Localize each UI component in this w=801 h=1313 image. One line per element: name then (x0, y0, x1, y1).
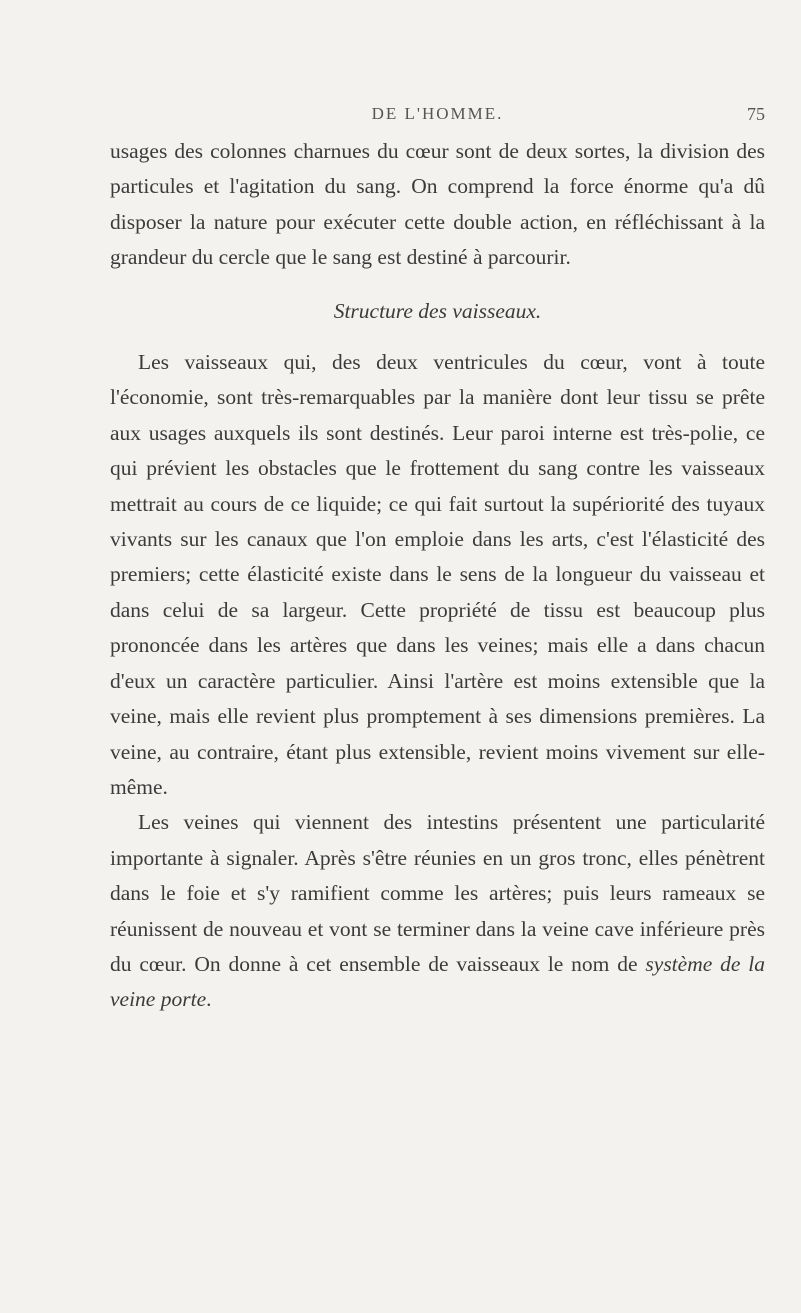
paragraph-veines-text: Les veines qui viennent des intestins présentent une particularité importante à signaler. Après s'être réunies en un gros tronc, elles pénètrent dans le foie et s'y ramifient comme les artères; puis leurs rameaux se réunissent de nouveau et vont se terminer dans la veine cave inférieure près du cœur. On donne à cet ensemble de vaisseaux le nom de (110, 810, 765, 976)
section-title: Structure des vaisseaux. (333, 298, 542, 323)
paragraph-colonnes-charnues: usages des colonnes charnues du cœur sont de deux sortes, la division des particules et l'agitation du sang. On comprend la force énorme qu'a dû disposer la nature pour exécuter cette double action, en réfléchissant à la grandeur du cercle que le sang est destiné à parcourir. (110, 139, 765, 270)
paragraph-vaisseaux: Les vaisseaux qui, des deux ventricules du cœur, vont à toute l'économie, sont très-remarquables par la manière dont leur tissu se prête aux usages auxquels ils sont destinés. Leur paroi interne est très-polie, ce qui prévient les obstacles que le frottement du sang contre les vaisseaux mettrait au cours de ce liquide; ce qui fait surtout la supériorité des tuyaux vivants sur les canaux que l'on emploie dans les arts, c'est l'élasticité des premiers; cette élasticité existe dans le sens de la longueur du vaisseau et dans celui de sa largeur. Cette propriété de tissu est beaucoup plus prononcée dans les artères que dans les veines; mais elle a dans chacun d'eux un caractère particulier. Ainsi l'artère est moins extensible que la veine, mais elle revient plus promptement à ses dimensions premières. La veine, au contraire, étant plus extensible, revient moins vivement sur elle-même. (110, 350, 765, 799)
body-text (110, 134, 765, 1018)
page-number: 75 (747, 104, 765, 124)
paragraph-veines-intestins (110, 805, 765, 1017)
paragraph-veines-end: . (206, 987, 212, 1012)
page-header (110, 104, 765, 134)
running-head: DE L'HOMME. (371, 104, 504, 123)
italic-term-veine-porte: système de la veine porte (110, 951, 765, 1012)
